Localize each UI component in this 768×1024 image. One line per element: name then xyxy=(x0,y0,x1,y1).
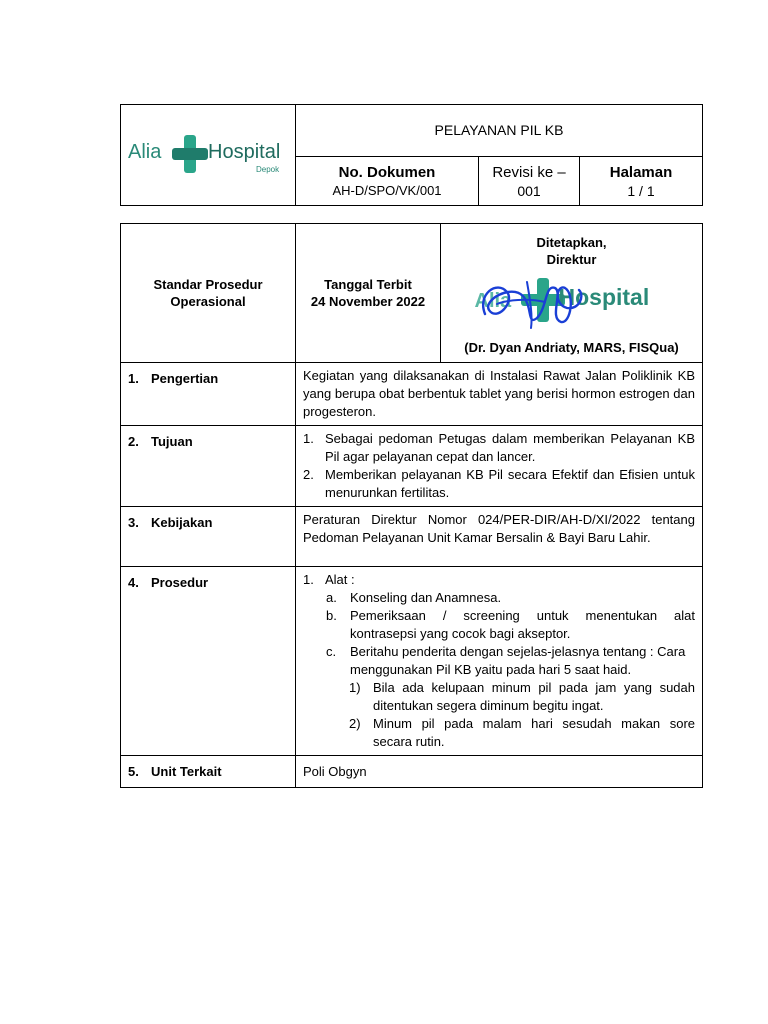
logo-alia-text: Alia xyxy=(128,141,162,163)
header-table xyxy=(120,104,703,206)
logo-city-text: Depok xyxy=(256,165,280,174)
list-number: b. xyxy=(326,608,337,623)
hospital-logo xyxy=(128,133,288,177)
director-name: (Dr. Dyan Andriaty, MARS, FISQua) xyxy=(464,340,679,355)
section-policy-label xyxy=(121,507,296,567)
issue-date-cell xyxy=(296,224,441,363)
list-number: 2) xyxy=(349,716,361,731)
list-item xyxy=(303,679,695,715)
list-text: Beritahu penderita dengan sejelas-jelasnya tentang : Cara menggunakan Pil KB yaitu pada hari 5 saat haid. xyxy=(350,644,686,677)
section-number: 1. xyxy=(128,371,139,386)
logo-hospital-text: Hospital xyxy=(208,141,281,163)
stamp-logo-alia: Alia xyxy=(474,290,512,312)
section-number: 2. xyxy=(128,434,139,449)
sop-type-cell xyxy=(121,224,296,363)
doc-number-value: AH-D/SPO/VK/001 xyxy=(332,183,442,198)
sop-table xyxy=(120,223,703,788)
section-procedure-label xyxy=(121,567,296,756)
document-title: PELAYANAN PIL KB xyxy=(434,121,564,138)
section-title: Prosedur xyxy=(151,575,209,590)
section-number: 3. xyxy=(128,515,139,530)
doc-number-cell xyxy=(296,157,479,206)
list-item xyxy=(303,466,695,502)
section-purpose-content xyxy=(296,426,703,507)
list-number: 2. xyxy=(303,467,314,482)
section-related-unit-label xyxy=(121,756,296,788)
section-related-unit-content xyxy=(296,756,703,788)
medical-cross-icon xyxy=(172,135,208,173)
definition-text: Kegiatan yang dilaksanakan di Instalasi Rawat Jalan Poliklinik KB yang berupa obat berbentuk tablet yang berisi hormon estrogen dan progesteron. xyxy=(303,368,695,419)
list-text: Memberikan pelayanan KB Pil secara Efektif dan Efisien untuk menurunkan fertilitas. xyxy=(325,467,695,500)
section-title: Tujuan xyxy=(151,434,193,449)
document-title-cell xyxy=(296,105,703,157)
section-policy-content xyxy=(296,507,703,567)
list-item xyxy=(303,571,695,589)
doc-number-label: No. Dokumen xyxy=(338,164,436,181)
revision-cell xyxy=(479,157,580,206)
list-number: c. xyxy=(326,644,337,659)
list-number: 1. xyxy=(303,572,314,587)
section-title: Unit Terkait xyxy=(151,764,222,779)
stamp-logo-hospital: Hospital xyxy=(558,284,650,310)
list-number: a. xyxy=(326,590,337,605)
section-number: 4. xyxy=(128,575,139,590)
list-item xyxy=(303,589,695,607)
list-text: Sebagai pedoman Petugas dalam memberikan Pelayanan KB Pil agar pelayanan cepat dan lancer. xyxy=(325,431,695,464)
list-text: Konseling dan Anamnesa. xyxy=(350,590,502,605)
revision-label: Revisi ke – xyxy=(492,163,566,181)
list-number: 1) xyxy=(349,680,361,695)
section-procedure-content xyxy=(296,567,703,756)
list-text: Alat : xyxy=(325,572,355,587)
list-text: Bila ada kelupaan minum pil pada jam yang sudah ditentukan segera diminum begitu ingat. xyxy=(373,680,695,713)
policy-text: Peraturan Direktur Nomor 024/PER-DIR/AH-D/XI/2022 tentang Pedoman Pelayanan Unit Kamar Bersalin & Bayi Baru Lahir. xyxy=(303,512,695,545)
signature-icon xyxy=(467,274,677,332)
section-definition-label xyxy=(121,363,296,426)
related-unit-text: Poli Obgyn xyxy=(303,764,367,779)
list-item xyxy=(303,430,695,466)
section-title: Kebijakan xyxy=(151,515,213,530)
page-label: Halaman xyxy=(609,163,673,181)
list-item xyxy=(303,607,695,643)
section-purpose-label xyxy=(121,426,296,507)
list-item xyxy=(303,643,695,679)
approval-cell xyxy=(441,224,703,363)
page-cell xyxy=(580,157,703,206)
issue-date-label: Tanggal Terbit xyxy=(324,277,412,292)
issue-date-value: 24 November 2022 xyxy=(310,294,426,309)
page-value: 1 / 1 xyxy=(627,182,655,199)
section-number: 5. xyxy=(128,764,139,779)
list-text: Minum pil pada malam hari sesudah makan sore secara rutin. xyxy=(373,716,695,749)
list-number: 1. xyxy=(303,431,314,446)
approval-established-text: Ditetapkan, xyxy=(536,235,607,250)
section-definition-content xyxy=(296,363,703,426)
stamp-logo xyxy=(467,274,677,332)
revision-value: 001 xyxy=(517,182,541,199)
logo-cell xyxy=(121,105,296,206)
approval-title-text: Direktur xyxy=(546,252,597,267)
section-title: Pengertian xyxy=(151,371,219,386)
sop-type-line2: Operasional xyxy=(170,294,246,309)
list-item xyxy=(303,715,695,751)
sop-type-line1: Standar Prosedur xyxy=(153,277,263,292)
list-text: Pemeriksaan / screening untuk menentukan alat kontrasepsi yang cocok bagi akseptor. xyxy=(350,608,695,641)
